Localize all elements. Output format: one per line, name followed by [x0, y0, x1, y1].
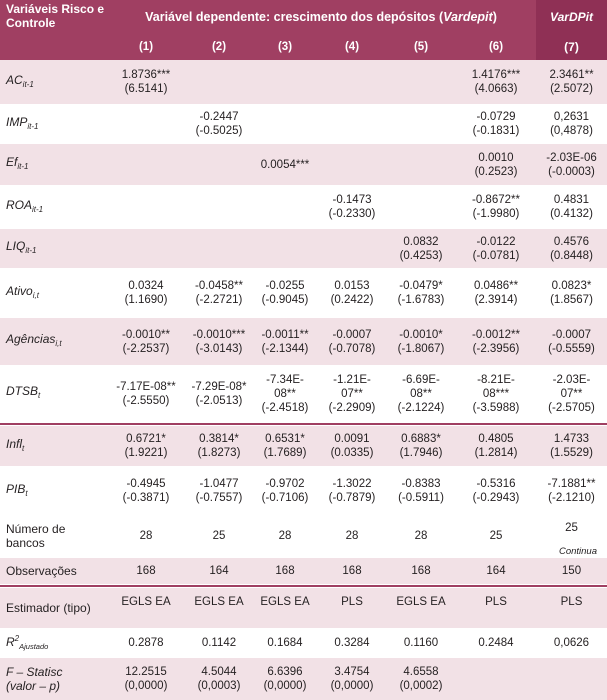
coefficient-cell: -0.5316 (-0.2943) [472, 478, 520, 504]
column-number: (1) [106, 33, 186, 60]
fstat-label: F – Statisc (valor – p) [6, 665, 63, 693]
coefficient-cell: -0.0729 (-0.1831) [472, 111, 520, 137]
r2-value: 0,0626 [553, 637, 590, 649]
stat-label: Observações [6, 564, 77, 578]
stat-value: EGLS EA [121, 596, 171, 608]
coefficient-cell: 0.6883* (1.7946) [399, 433, 443, 459]
stat-value: EGLS EA [194, 596, 244, 608]
variable-row [0, 426, 607, 466]
coefficient-cell: -7.34E- 08** (-2.4518) [261, 373, 309, 414]
coefficient-cell: -0.0255 (-0.9045) [261, 280, 309, 306]
stat-row-r2 [0, 629, 607, 657]
column-number: (2) [186, 33, 252, 60]
coefficient-cell: 0.6721* (1.9221) [124, 433, 168, 459]
coefficient-cell: -0.0010* (-1.8067) [397, 328, 445, 355]
row-label-header: Variáveis Risco e Controle [0, 0, 106, 33]
variable-label: $DTSB_t$ [6, 384, 41, 400]
r2-value: 0.1142 [201, 637, 237, 649]
column-7-title: VarDPit [550, 9, 593, 24]
coefficient-cell: -7.17E-08** (-2.5550) [116, 380, 176, 407]
coefficient-cell: -6.69E- 08** (-2.1224) [397, 373, 445, 414]
coefficient-cell: 0.0823* (1.8567) [550, 280, 593, 306]
stat-value: 164 [486, 565, 506, 577]
coefficient-cell [252, 186, 318, 228]
column-number: (4) [318, 33, 386, 60]
stat-value: 25 [565, 522, 578, 534]
r2-value: 0.3284 [334, 637, 370, 649]
coefficient-cell [186, 186, 252, 228]
variable-label: Infl$_t$ [6, 436, 25, 453]
section-divider [0, 585, 607, 587]
coefficient-cell: 2.3461** (2.5072) [549, 69, 594, 95]
stat-row-observations [0, 558, 607, 584]
variable-label: Ativo$_{i,t}$ [6, 283, 39, 300]
stat-value: 25 [489, 530, 503, 542]
coefficient-cell [106, 144, 186, 185]
coefficient-cell: -1.21E- 07** (-2.2909) [328, 373, 376, 414]
variable-row [0, 467, 607, 515]
coefficient-cell [318, 144, 386, 185]
column-number: (5) [386, 33, 456, 60]
coefficient-cell [386, 144, 456, 185]
variable-row [0, 144, 607, 185]
r2-value: 0.2484 [478, 637, 514, 649]
coefficient-cell: -0.9702 (-0.7106) [261, 478, 309, 504]
stat-value: PLS [341, 596, 363, 608]
coefficient-cell: -1.3022 (-0.7879) [328, 478, 376, 504]
fstat-value [536, 658, 607, 700]
variable-label: $LIQ_{it-1}$ [6, 239, 37, 255]
coefficient-cell: -0.0007 (-0.7078) [328, 328, 376, 355]
stat-value: 168 [411, 565, 431, 577]
coefficient-cell [186, 144, 252, 185]
coefficient-cell: -0.0010** (-2.2537) [122, 328, 170, 355]
coefficient-cell [186, 60, 252, 104]
coefficient-cell: -2.03E-06 (-0.0003) [546, 151, 597, 178]
coefficient-cell: 0.0324 (1.1690) [124, 280, 168, 306]
coefficient-cell [386, 60, 456, 104]
variable-label: $ROA_{it-1}$ [6, 197, 44, 214]
fstat-value [456, 658, 536, 700]
coefficient-cell: -0.0479* (-1.6783) [397, 280, 445, 306]
r2-value: 0.1684 [267, 637, 303, 649]
variable-row [0, 366, 607, 421]
coefficient-cell: -0.8672** (-1.9980) [472, 194, 520, 220]
coefficient-cell: -0.0011** (-2.1344) [261, 328, 309, 355]
stat-value: PLS [485, 596, 507, 608]
coefficient-cell: -0.0122 (-0.0781) [472, 235, 520, 262]
fstat-value: 3.4754 (0,0000) [330, 666, 374, 692]
coefficient-cell: 0.0010 (0.2523) [474, 151, 518, 178]
variable-row [0, 60, 607, 104]
column-number-row [0, 33, 607, 60]
coefficient-cell: 1.8736*** (6.5141) [121, 69, 171, 95]
variable-row [0, 269, 607, 317]
coefficient-cell: 0.4805 (1.2814) [474, 433, 518, 459]
fstat-value: 12.2515 (0,0000) [124, 666, 168, 692]
variable-label: $Ef_{it-1}$ [6, 155, 29, 171]
coefficient-cell [106, 186, 186, 228]
section-divider [0, 423, 607, 425]
variable-label: $AC_{it-1}$ [6, 72, 34, 89]
coefficient-cell: 0.0091 (0.0335) [330, 433, 374, 459]
stat-label: Número de bancos [6, 522, 66, 550]
coefficient-cell: -7.1881** (-2.1210) [547, 478, 596, 504]
variable-row [0, 186, 607, 228]
stat-value: 164 [209, 565, 229, 577]
stat-value: 168 [275, 565, 295, 577]
coefficient-cell: -0.1473 (-0.2330) [328, 194, 376, 220]
stat-row-fstat [0, 658, 607, 700]
coefficient-cell: -0.0010*** (-3.0143) [192, 328, 246, 355]
fstat-value: 4.5044 (0,0003) [197, 666, 241, 692]
stat-value: 28 [139, 530, 153, 542]
r2-label: $R^2_{Ajustado}$ [6, 634, 49, 651]
coefficient-cell [186, 229, 252, 268]
coefficient-cell: -8.21E- 08*** (-3.5988) [472, 373, 520, 414]
coefficient-cell: 0.3814* (1.8273) [197, 433, 241, 459]
coefficient-cell [318, 60, 386, 104]
coefficient-cell [252, 105, 318, 143]
coefficient-cell [252, 60, 318, 104]
stat-value: EGLS EA [260, 596, 310, 608]
variable-label: Agências$_{i,t}$ [6, 332, 62, 348]
coefficient-cell: 0.0153 (0.2422) [330, 280, 374, 306]
dependent-variable-title: Variável dependente: crescimento dos depósitos ( Vardepit ) [145, 9, 497, 24]
stat-row-banks [0, 516, 607, 556]
coefficient-cell [318, 229, 386, 268]
coefficient-cell: 0.0054*** [260, 158, 310, 171]
coefficient-cell: -7.29E-08* (-2.0513) [191, 380, 247, 407]
stat-value: 168 [136, 565, 156, 577]
stat-value: 150 [561, 565, 582, 577]
stat-value: 28 [278, 530, 292, 542]
coefficient-cell: 1.4733 (1.5529) [550, 433, 593, 459]
coefficient-cell [318, 105, 386, 143]
column-number: (6) [456, 33, 536, 60]
fstat-value: 4.6558 (0,0002) [399, 666, 443, 692]
stat-label: Estimador (tipo) [6, 601, 91, 615]
r2-value: 0.2878 [128, 637, 164, 649]
coefficient-cell: 0.4576 (0.8448) [550, 235, 593, 262]
stat-value: PLS [560, 596, 583, 608]
coefficient-cell: -0.4945 (-0.3871) [122, 478, 170, 504]
fstat-value: 6.6396 (0,0000) [263, 666, 307, 692]
stat-row-estimator [0, 588, 607, 628]
coefficient-cell: -0.0007 (-0.5559) [548, 328, 595, 355]
variable-label: $PIB_t$ [6, 481, 28, 498]
coefficient-cell: 0.0486** (2.3914) [473, 280, 519, 306]
coefficient-cell: -1.0477 (-0.7557) [195, 478, 243, 504]
stat-value: 168 [342, 565, 362, 577]
variable-row [0, 318, 607, 365]
column-number: (7) [536, 33, 607, 60]
coefficient-cell: -2.03E- 07** (-2.5705) [548, 373, 595, 414]
coefficient-cell: -0.0458** (-2.2721) [195, 280, 243, 306]
coefficient-cell: 0.0832 (0.4253) [399, 235, 443, 262]
coefficient-cell [106, 105, 186, 143]
stat-value: EGLS EA [396, 596, 446, 608]
column-number: (3) [252, 33, 318, 60]
coefficient-cell: -0.0012** (-2.3956) [472, 328, 520, 355]
stat-value: 25 [212, 530, 226, 542]
coefficient-cell: 0,2631 (0,4878) [550, 111, 593, 137]
stat-value: 28 [414, 530, 428, 542]
coefficient-cell: 0.6531* (1.7689) [263, 433, 307, 459]
variable-label: $IMP_{it-1}$ [6, 114, 39, 131]
coefficient-cell: -0.8383 (-0.5911) [398, 478, 444, 504]
coefficient-cell [106, 229, 186, 268]
r2-value: 0.1160 [403, 637, 439, 649]
stat-value: 28 [345, 530, 359, 542]
coefficient-cell: 1.4176*** (4.0663) [471, 69, 521, 95]
coefficient-cell [386, 186, 456, 228]
coefficient-cell: -0.2447 (-0.5025) [195, 111, 243, 137]
coefficient-cell [386, 105, 456, 143]
variable-row [0, 229, 607, 268]
coefficient-cell [252, 229, 318, 268]
variable-row [0, 105, 607, 143]
continua-note: Continua [558, 546, 597, 557]
coefficient-cell: 0.4831 (0.4132) [550, 194, 593, 220]
